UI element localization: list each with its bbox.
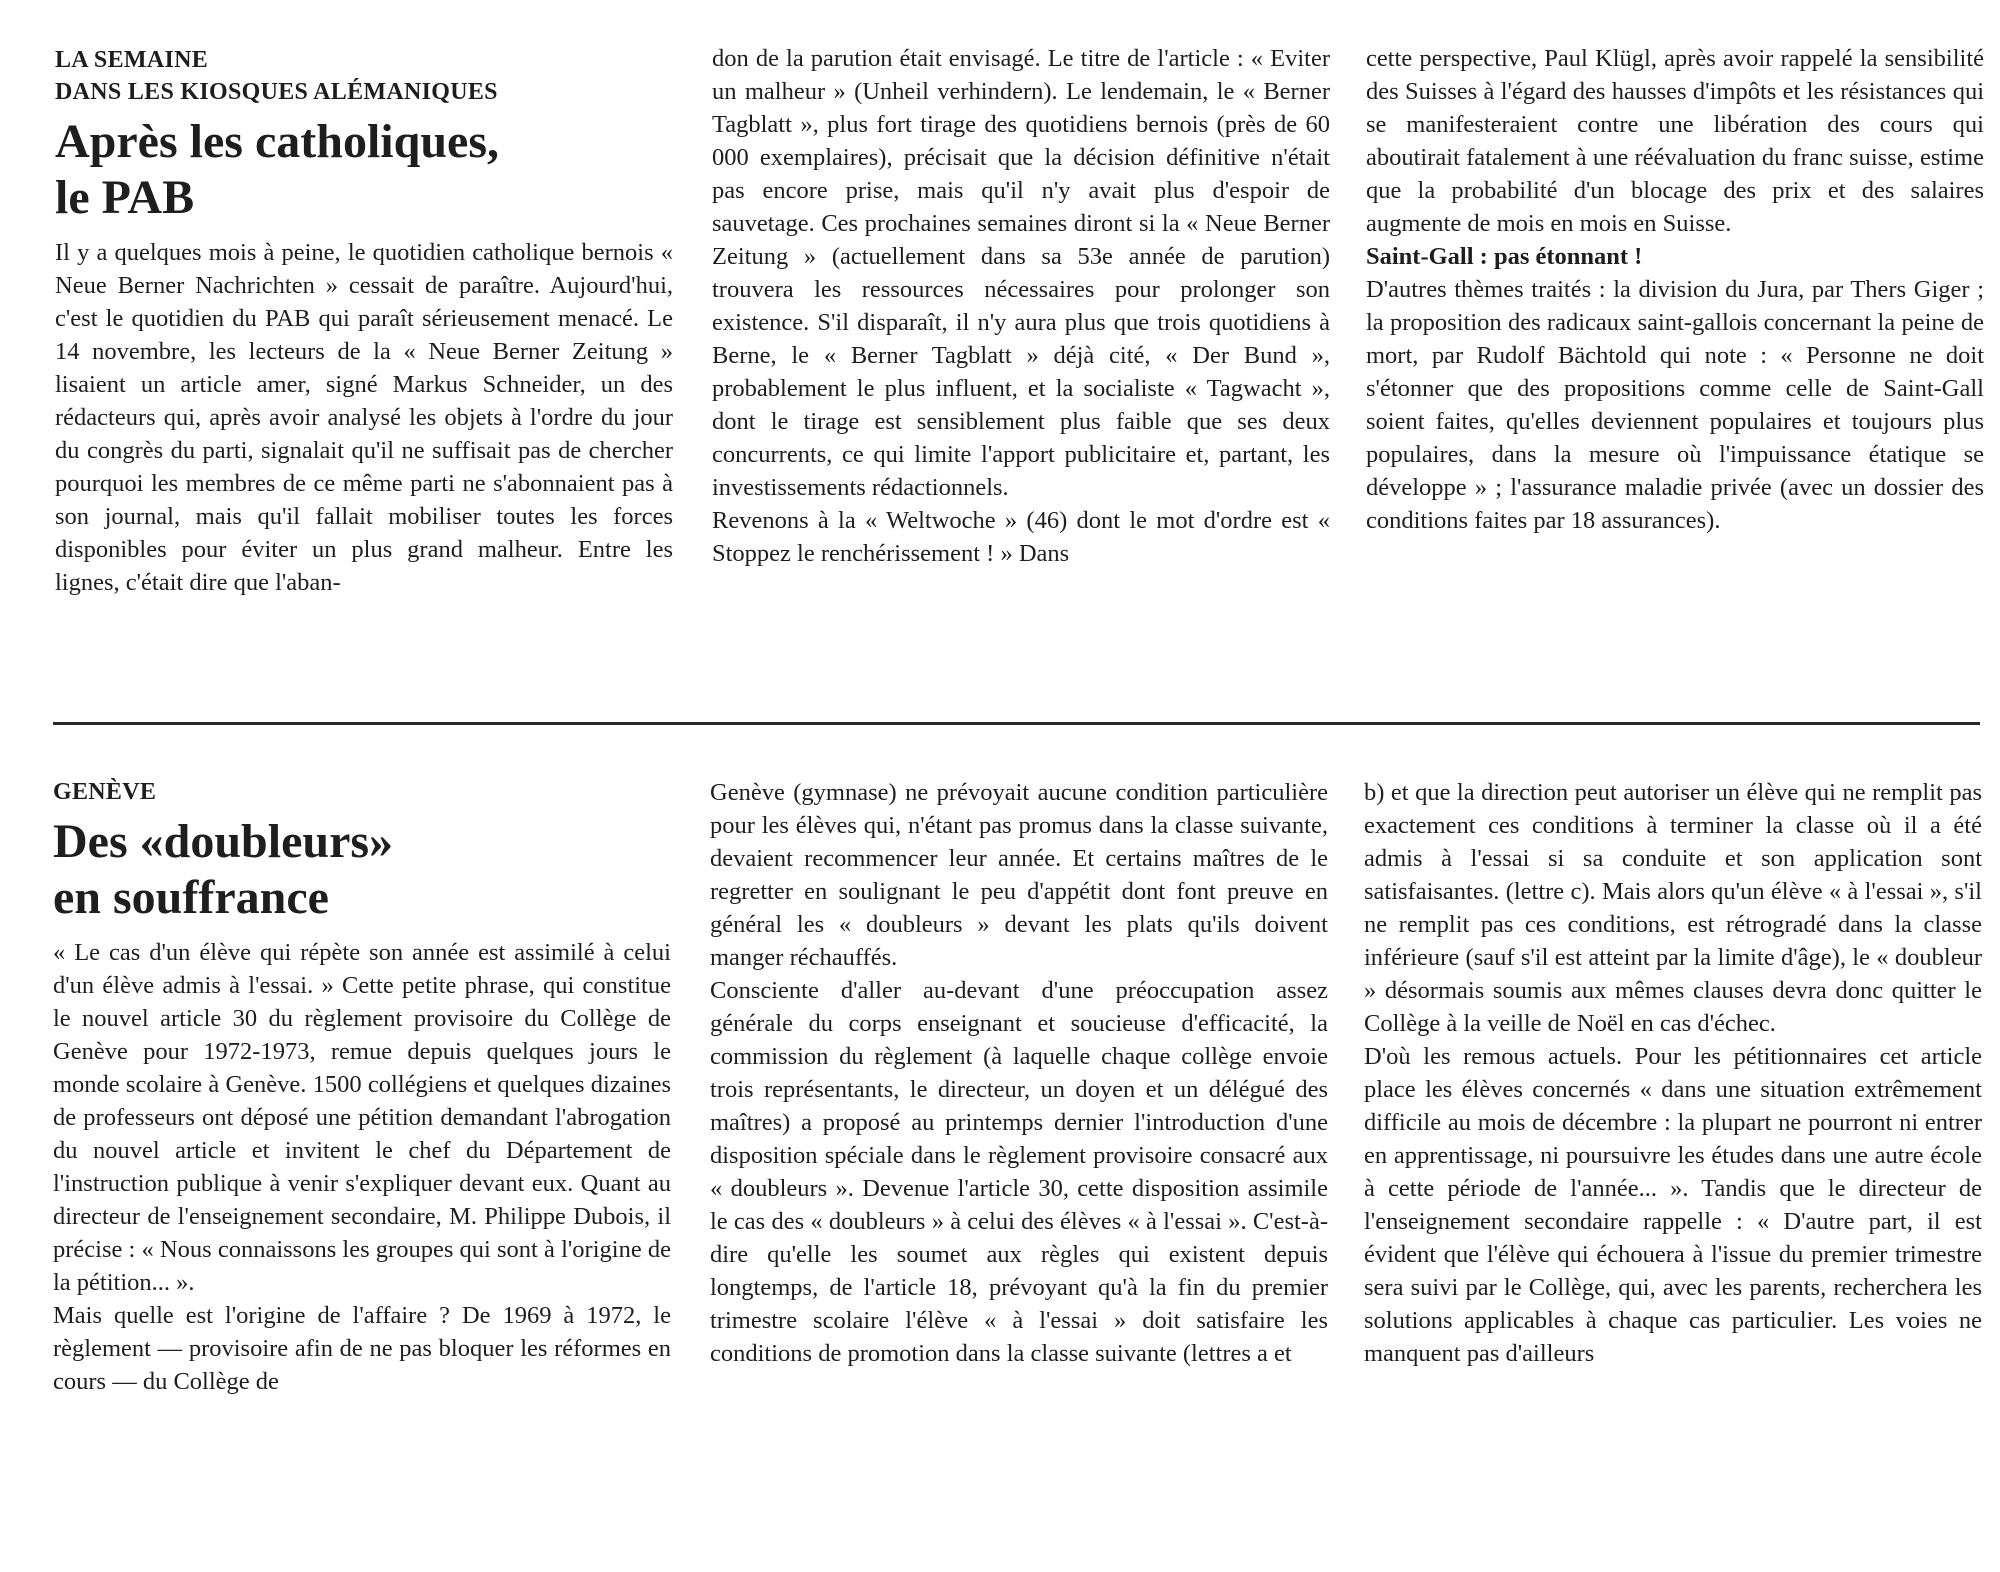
article1-headline	[55, 114, 673, 226]
article1-column-2	[712, 42, 1330, 570]
article1-headline-line2: le PAB	[55, 171, 195, 224]
article2-headline-line1: Des «doubleurs»	[53, 815, 394, 868]
article1-headline-line1: Après les catholiques,	[55, 115, 499, 168]
article1-column-1	[55, 44, 673, 599]
article2-headline	[53, 814, 671, 926]
article1-kicker-line2: DANS LES KIOSQUES ALÉMANIQUES	[55, 79, 498, 105]
article1-col3-paragraph-1: cette perspective, Paul Klügl, après avoir rappelé la sensibilité des Suisses à l'égard des hausses d'impôts et les résistances qui se manifesteraient contre une libération des cours qui aboutirait fatalement à une réévaluation du franc suisse, estime que la probabilité d'un blocage des prix et des salaires augmente de mois en mois en Suisse.	[1366, 45, 1984, 237]
article1-col1-text: Il y a quelques mois à peine, le quotidien catholique bernois « Neue Berner Nachrichten » cessait de paraître. Aujourd'hui, c'est le quotidien du PAB qui paraît sérieusement menacé. Le 14 novembre, les lecteurs de la « Neue Berner Zeitung » lisaient un article amer, signé Markus Schneider, un des rédacteurs qui, après avoir analysé les objets à l'ordre du jour du congrès du parti, signalait qu'il ne suffisait pas de chercher pourquoi les membres de ce même parti ne s'abonnaient pas à son journal, mais qu'il fallait mobiliser toutes les forces disponibles pour éviter un plus grand malheur. Entre les lignes, c'était dire que l'aban-	[55, 239, 673, 596]
article2-headline-line2: en souffrance	[53, 871, 329, 924]
article1-subhead: Saint-Gall : pas étonnant !	[1366, 243, 1643, 270]
section-divider	[53, 722, 1980, 725]
article2-column-3	[1364, 776, 1982, 1370]
article1-kicker-line1: LA SEMAINE	[55, 47, 209, 73]
article2-col3-paragraph-2: D'où les remous actuels. Pour les pétitionnaires cet article place les élèves concernés « dans une situation extrêmement difficile au mois de décembre : la plupart ne pourront ni entrer en apprentissage, ni poursuivre les études dans une autre école à cette période de l'année... ». Tandis que le directeur de l'enseignement secondaire rappelle : « D'autre part, il est évident que l'élève qui échouera à l'issue du premier trimestre sera suivi par le Collège, qui, avec les parents, recherchera les solutions applicables à chaque cas particulier. Les voies ne manquent pas d'ailleurs	[1364, 1043, 1982, 1367]
article1-col2-paragraph-1: don de la parution était envisagé. Le titre de l'article : « Eviter un malheur » (Unheil verhindern). Le lendemain, le « Berner Tagblatt », plus fort tirage des quotidiens bernois (près de 60 000 exemplaires), précisait que la décision définitive n'était pas encore prise, mais qu'il n'y avait plus d'espoir de sauvetage. Ces prochaines semaines diront si la « Neue Berner Zeitung » (actuellement dans sa 53e année de parution) trouvera les ressources nécessaires pour prolonger son existence. S'il disparaît, il n'y aura plus que trois quotidiens à Berne, le « Berner Tagblatt » déjà cité, « Der Bund », probablement le plus influent, et la socialiste « Tagwacht », dont le tirage est sensiblement plus faible que ses deux concurrents, ce qui limite l'apport publicitaire et, partant, les investissements rédactionnels.	[712, 45, 1330, 501]
article2-col2-paragraph-1: Genève (gymnase) ne prévoyait aucune condition particulière pour les élèves qui, n'étant pas promus dans la classe suivante, devaient recommencer leur année. Et certains maîtres de le regretter en soulignant le peu d'appétit dont font preuve en général les « doubleurs » devant les plats qu'ils doivent manger réchauffés.	[710, 779, 1328, 971]
article2-col3-paragraph-1: b) et que la direction peut autoriser un élève qui ne remplit pas exactement ces conditions à terminer la classe où il a été admis à l'essai si sa conduite et son application sont satisfaisantes. (lettre c). Mais alors qu'un élève « à l'essai », s'il ne remplit pas ces conditions, est rétrogradé dans la classe inférieure (sauf s'il est atteint par la limite d'âge), le « doubleur » désormais soumis aux mêmes clauses devra donc quitter le Collège à la veille de Noël en cas d'échec.	[1364, 779, 1982, 1037]
article1-col3-paragraph-2: D'autres thèmes traités : la division du Jura, par Thers Giger ; la proposition des radicaux saint-gallois concernant la peine de mort, par Rudolf Bächtold qui note : « Personne ne doit s'étonner que des propositions comme celle de Saint-Gall soient faites, qu'elles deviennent populaires et toujours plus populaires, dans la mesure où l'impuissance étatique se développe » ; l'assurance maladie privée (avec un dossier des conditions faites par 18 assurances).	[1366, 276, 1984, 534]
article2-col1-paragraph-1: « Le cas d'un élève qui répète son année est assimilé à celui d'un élève admis à l'essai. » Cette petite phrase, qui constitue le nouvel article 30 du règlement provisoire du Collège de Genève pour 1972-1973, remue depuis quelques jours le monde scolaire à Genève. 1500 collégiens et quelques dizaines de professeurs ont déposé une pétition demandant l'abrogation du nouvel article et invitent le chef du Département de l'instruction publique à venir s'expliquer devant eux. Quant au directeur de l'enseignement secondaire, M. Philippe Dubois, il précise : « Nous connaissons les groupes qui sont à l'origine de la pétition... ».	[53, 939, 671, 1296]
article2-col2-paragraph-2: Consciente d'aller au-devant d'une préoccupation assez générale du corps enseignant et soucieuse d'efficacité, la commission du règlement (à laquelle chaque collège envoie trois représentants, le directeur, un doyen et un délégué des maîtres) a proposé au printemps dernier l'introduction d'une disposition spéciale dans le règlement provisoire consacré aux « doubleurs ». Devenue l'article 30, cette disposition assimile le cas des « doubleurs » à celui des élèves « à l'essai ». C'est-à-dire qu'elle les soumet aux règles qui existent depuis longtemps, de l'article 18, prévoyant qu'à la fin du premier trimestre scolaire l'élève « à l'essai » doit satisfaire les conditions de promotion dans la classe suivante (lettres a et	[710, 977, 1328, 1367]
article1-column-3	[1366, 42, 1984, 537]
article2-column-2	[710, 776, 1328, 1370]
article2-col1-paragraph-2: Mais quelle est l'origine de l'affaire ? De 1969 à 1972, le règlement — provisoire afin de ne pas bloquer les réformes en cours — du Collège de	[53, 1302, 671, 1395]
article2-column-1	[53, 776, 671, 1398]
article2-kicker: GENÈVE	[53, 779, 157, 805]
article1-col2-paragraph-2: Revenons à la « Weltwoche » (46) dont le mot d'ordre est « Stoppez le renchérissement ! » Dans	[712, 507, 1330, 567]
